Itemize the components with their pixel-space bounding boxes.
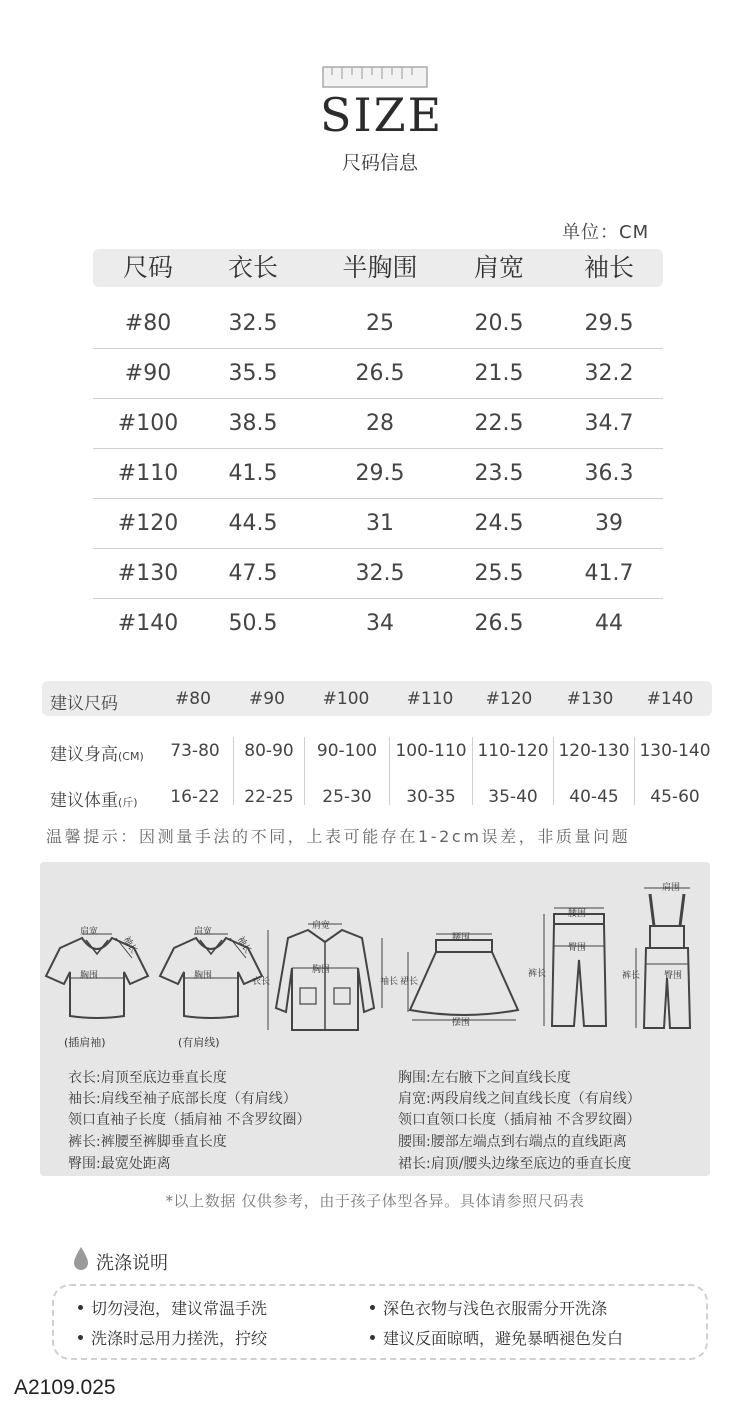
- overalls-shoulder-label: 肩围: [662, 883, 681, 893]
- ruler-icon: [322, 66, 428, 88]
- recommend-size: #100: [322, 689, 370, 709]
- recommend-size: #120: [485, 689, 533, 709]
- definition-left: 领口直袖子长度（插肩袖 不含罗纹圈）: [68, 1112, 311, 1128]
- header-length: 衣长: [227, 253, 278, 282]
- table-cell: #80: [124, 311, 172, 336]
- recommend-weight: 35-40: [488, 787, 538, 807]
- tshirt2-caption: (有肩线): [178, 1036, 220, 1049]
- product-code: A2109.025: [14, 1376, 116, 1399]
- table-cell: 50.5: [228, 611, 278, 636]
- measurement-guide-panel: [40, 862, 710, 1176]
- table-cell: 20.5: [474, 311, 524, 336]
- table-row: [93, 299, 663, 349]
- definition-left: 臀围:最宽处距离: [68, 1156, 171, 1172]
- wash-title: 洗涤说明: [96, 1253, 168, 1274]
- recommend-weight: 22-25: [244, 787, 294, 807]
- skirt-length-label: 裙长: [400, 977, 419, 987]
- table-cell: 44.5: [228, 511, 278, 536]
- table-cell: 29.5: [355, 461, 405, 486]
- table-cell: 25.5: [474, 561, 524, 586]
- definition-left: 衣长:肩顶至底边垂直长度: [68, 1070, 227, 1086]
- recommend-weight: 45-60: [650, 787, 700, 807]
- recommend-height: 100-110: [395, 741, 467, 761]
- table-cell: 44: [595, 611, 623, 636]
- recommend-weight: 40-45: [569, 787, 619, 807]
- recommend-height: 73-80: [170, 741, 220, 761]
- definition-right: 胸围:左右腋下之间直线长度: [398, 1070, 571, 1086]
- recommend-size: #140: [646, 689, 694, 709]
- overalls-icon: [628, 882, 706, 1034]
- recommend-size: #80: [175, 689, 211, 709]
- bullet-icon: [370, 1305, 375, 1310]
- recommend-height: 110-120: [477, 741, 549, 761]
- table-cell: 23.5: [474, 461, 524, 486]
- recommend-size-label: 建议尺码: [50, 694, 118, 714]
- table-cell: 22.5: [474, 411, 524, 436]
- definition-left: 袖长:肩线至袖子底部长度（有肩线）: [68, 1091, 297, 1107]
- recommend-height-label: [50, 740, 144, 765]
- table-cell: #130: [117, 561, 179, 586]
- table-cell: #140: [117, 611, 179, 636]
- recommend-size: #130: [566, 689, 614, 709]
- recommend-weight: 16-22: [170, 787, 220, 807]
- table-cell: 34: [366, 611, 394, 636]
- table-row: [93, 349, 663, 399]
- table-row: [93, 549, 663, 599]
- table-cell: 41.5: [228, 461, 278, 486]
- tshirt1-chest-label: 胸围: [80, 971, 99, 981]
- table-cell: 36.3: [584, 461, 634, 486]
- wash-item-text: 切勿浸泡，建议常温手洗: [91, 1299, 268, 1318]
- recommend-weight: 25-30: [322, 787, 372, 807]
- recommend-height: 80-90: [244, 741, 294, 761]
- size-subtitle: 尺码信息: [341, 152, 418, 174]
- recommend-size: #110: [406, 689, 454, 709]
- weight-unit: (斤): [118, 796, 138, 809]
- reference-note: *以上数据 仅供参考，由于孩子体型各异。具体请参照尺码表: [165, 1192, 585, 1210]
- table-cell: #90: [124, 361, 172, 386]
- skirt-icon: [404, 928, 524, 1028]
- table-cell: #100: [117, 411, 179, 436]
- recommend-height: 130-140: [639, 741, 711, 761]
- jacket-sleeve-label: 袖长: [380, 977, 399, 987]
- jacket-length-label: 衣长: [252, 977, 271, 987]
- pants-icon: [534, 900, 624, 1034]
- recommend-weight-label: [50, 786, 138, 811]
- table-cell: 32.5: [228, 311, 278, 336]
- table-cell: 41.7: [584, 561, 634, 586]
- recommend-height: 120-130: [558, 741, 630, 761]
- table-cell: 24.5: [474, 511, 524, 536]
- table-row: [93, 499, 663, 549]
- weight-label-text: 建议体重: [50, 791, 118, 811]
- wash-item: [78, 1296, 267, 1319]
- tshirt2-sleeve-label: 袖长: [234, 934, 253, 956]
- tshirt1-sleeve-label: 袖长: [120, 934, 139, 956]
- overalls-hip-label: 臀围: [664, 971, 683, 981]
- tshirt2-chest-label: 胸围: [194, 971, 213, 981]
- header-size: 尺码: [122, 253, 173, 282]
- table-row: [93, 449, 663, 499]
- table-cell: 26.5: [355, 361, 405, 386]
- table-cell: 29.5: [584, 311, 634, 336]
- bullet-icon: [370, 1335, 375, 1340]
- header-sleeve: 袖长: [583, 253, 634, 282]
- tshirt2-shoulder-label: 肩宽: [194, 927, 213, 937]
- definition-right: 肩宽:两段肩线之间直线长度（有肩线）: [398, 1091, 641, 1107]
- definition-right: 腰围:腰部左端点到右端点的直线距离: [398, 1134, 627, 1150]
- table-cell: 34.7: [584, 411, 634, 436]
- table-cell: 28: [366, 411, 394, 436]
- table-cell: 35.5: [228, 361, 278, 386]
- table-cell: 47.5: [228, 561, 278, 586]
- pants-length-label: 裤长: [528, 969, 547, 979]
- water-drop-icon: [72, 1246, 90, 1272]
- size-table-header: [93, 249, 663, 287]
- header-shoulder: 肩宽: [473, 253, 524, 282]
- tshirt1-shoulder-label: 肩宽: [80, 927, 99, 937]
- skirt-hem-label: 摆围: [452, 1018, 471, 1028]
- wash-item-text: 洗涤时忌用力搓洗，拧绞: [91, 1329, 268, 1348]
- table-cell: 32.5: [355, 561, 405, 586]
- pants-waist-label: 腰围: [568, 909, 587, 919]
- pants-hip-label: 臀围: [568, 943, 587, 953]
- bullet-icon: [78, 1335, 83, 1340]
- unit-label: 单位：CM: [562, 222, 650, 243]
- table-cell: 26.5: [474, 611, 524, 636]
- table-cell: 21.5: [474, 361, 524, 386]
- table-cell: 32.2: [584, 361, 634, 386]
- jacket-shoulder-label: 肩宽: [312, 921, 331, 931]
- table-cell: 39: [595, 511, 623, 536]
- table-row: [93, 599, 663, 649]
- wash-item: [370, 1296, 607, 1319]
- height-unit: (CM): [118, 750, 144, 763]
- table-cell: #120: [117, 511, 179, 536]
- table-cell: 38.5: [228, 411, 278, 436]
- wash-instructions-box: [52, 1284, 708, 1360]
- wash-item-text: 建议反面晾晒，避免暴晒褪色发白: [383, 1329, 624, 1348]
- size-title: SIZE: [320, 88, 444, 142]
- recommend-size: #90: [249, 689, 285, 709]
- definition-right: 领口直领口长度（插肩袖 不含罗纹圈）: [398, 1112, 641, 1128]
- recommend-weight: 30-35: [406, 787, 456, 807]
- tshirt1-caption: (插肩袖): [64, 1036, 106, 1049]
- jacket-chest-label: 胸围: [312, 965, 331, 975]
- measurement-tip: 温馨提示：因测量手法的不同，上表可能存在1-2cm误差，非质量问题: [46, 827, 631, 846]
- definition-right: 裙长:肩顶/腰头边缘至底边的垂直长度: [398, 1156, 632, 1172]
- definition-left: 裤长:裤腰至裤脚垂直长度: [68, 1134, 227, 1150]
- table-cell: 31: [366, 511, 394, 536]
- wash-item-text: 深色衣物与浅色衣服需分开洗涤: [383, 1299, 608, 1318]
- header-half-chest: 半胸围: [342, 253, 418, 282]
- height-label-text: 建议身高: [50, 745, 118, 765]
- wash-item: [370, 1326, 623, 1349]
- bullet-icon: [78, 1305, 83, 1310]
- recommend-height: 90-100: [316, 741, 378, 761]
- table-cell: #110: [117, 461, 179, 486]
- table-row: [93, 399, 663, 449]
- table-cell: 25: [366, 311, 394, 336]
- wash-item: [78, 1326, 267, 1349]
- overalls-length-label: 裤长: [622, 971, 641, 981]
- skirt-waist-label: 腰围: [452, 933, 471, 943]
